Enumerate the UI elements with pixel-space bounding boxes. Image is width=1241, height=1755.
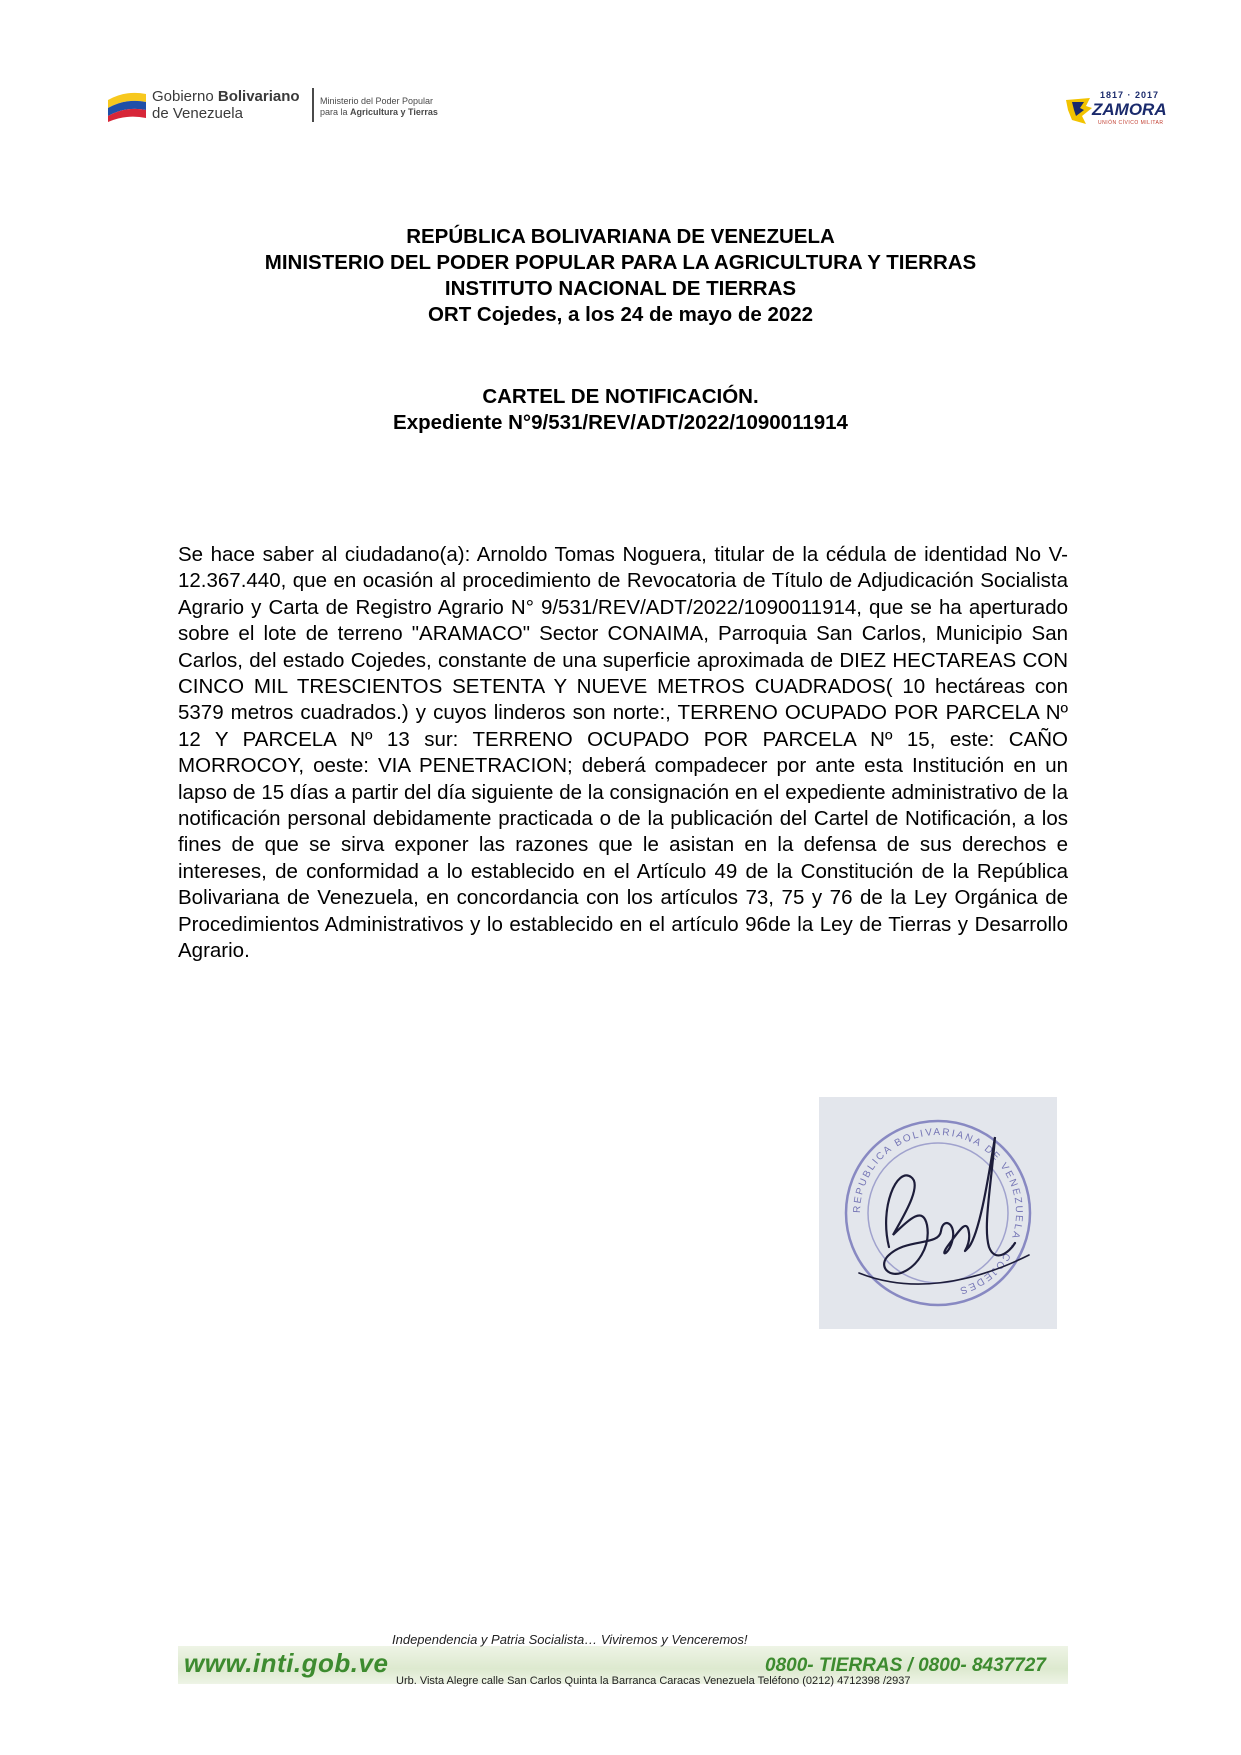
- heading-institute: INSTITUTO NACIONAL DE TIERRAS: [444, 277, 797, 300]
- zamora-logo: [1062, 90, 1167, 132]
- government-logo: [106, 84, 476, 130]
- footer-slogan: Independencia y Patria Socialista… Viviremos y Venceremos!: [392, 1632, 748, 1647]
- footer-phone: 0800- TIERRAS / 0800- 8437727: [765, 1655, 1046, 1676]
- gov-line1-bold: Bolivariano: [217, 88, 300, 105]
- signature-stamp: [819, 1097, 1057, 1329]
- ministry-line1: Ministerio del Poder Popular: [320, 96, 434, 106]
- logo-divider: [312, 88, 314, 122]
- venezuela-flag-icon: [106, 90, 148, 122]
- zamora-years: 1817 · 2017: [1100, 90, 1160, 100]
- gov-line1-prefix: Gobierno: [152, 88, 218, 105]
- notice-body: Se hace saber al ciudadano(a): Arnoldo Tomas Noguera, titular de la cédula de identidad No V- 12.367.440, que en ocasión al procedimiento de Revocatoria de Título de Adjudicación Socialista Agrario y Carta de Registro Agrario N° 9/531/REV/ADT/2022/1090011914, que se ha aperturado sobre el lote de terreno "ARAMACO" Sector CONAIMA, Parroquia San Carlos, Municipio San Carlos, del estado Cojedes, constante de una superficie aproximada de DIEZ HECTAREAS CON CINCO MIL TRESCIENTOS SETENTA Y NUEVE METROS CUADRADOS( 10 hectáreas con 5379 metros cuadrados.) y cuyos linderos son norte:, TERRENO OCUPADO POR PARCELA Nº 12 Y PARCELA Nº 13 sur: TERRENO OCUPADO POR PARCELA Nº 15, este: CAÑO MORROCOY, oeste: VIA PENETRACION; deberá compadecer por ante esta Institución en un lapso de 15 días a partir del día siguiente de la consignación en el expediente administrativo de la notificación personal debidamente practicada o de la publicación del Cartel de Notificación, a los fines de que se sirva exponer las razones que le asistan en la defensa de sus derechos e intereses, de conformidad a lo establecido en el Artículo 49 de la Constitución de la República Bolivariana de Venezuela, en concordancia con los artículos 73, 75 y 76 de la Ley Orgánica de Procedimientos Administrativos y lo establecido en el artículo 96de la Ley de Tierras y Desarrollo Agrario.: [178, 543, 1068, 963]
- notice-heading: [0, 384, 1241, 436]
- government-name: [152, 88, 300, 122]
- heading-place-date: ORT Cojedes, a los 24 de mayo de 2022: [427, 303, 814, 326]
- ministry-name: [320, 96, 438, 118]
- heading-republic: REPÚBLICA BOLIVARIANA DE VENEZUELA: [406, 225, 835, 248]
- file-number: Expediente N°9/531/REV/ADT/2022/1090011914: [393, 411, 848, 434]
- footer: [178, 1632, 1068, 1688]
- footer-url[interactable]: www.inti.gob.ve: [184, 1648, 389, 1678]
- gov-line2: de Venezuela: [152, 105, 243, 122]
- notice-title: CARTEL DE NOTIFICACIÓN.: [482, 385, 759, 408]
- ministry-line2-prefix: para la: [320, 107, 351, 117]
- document-heading: [0, 224, 1241, 328]
- zamora-subtitle: UNIÓN CÍVICO MILITAR: [1098, 120, 1164, 126]
- zamora-name: ZAMORA: [1092, 100, 1167, 119]
- stamp-text: REPUBLICA BOLIVARIANA DE VENEZUELA · COJEDES: [851, 1126, 1025, 1297]
- zamora-emblem-icon: [1062, 94, 1096, 128]
- ministry-line2-bold: Agricultura y Tierras: [350, 107, 438, 117]
- heading-ministry: MINISTERIO DEL PODER POPULAR PARA LA AGRICULTURA Y TIERRAS: [264, 251, 977, 274]
- footer-address: Urb. Vista Alegre calle San Carlos Quinta la Barranca Caracas Venezuela Teléfono (0212) 4712398 /2937: [396, 1675, 911, 1687]
